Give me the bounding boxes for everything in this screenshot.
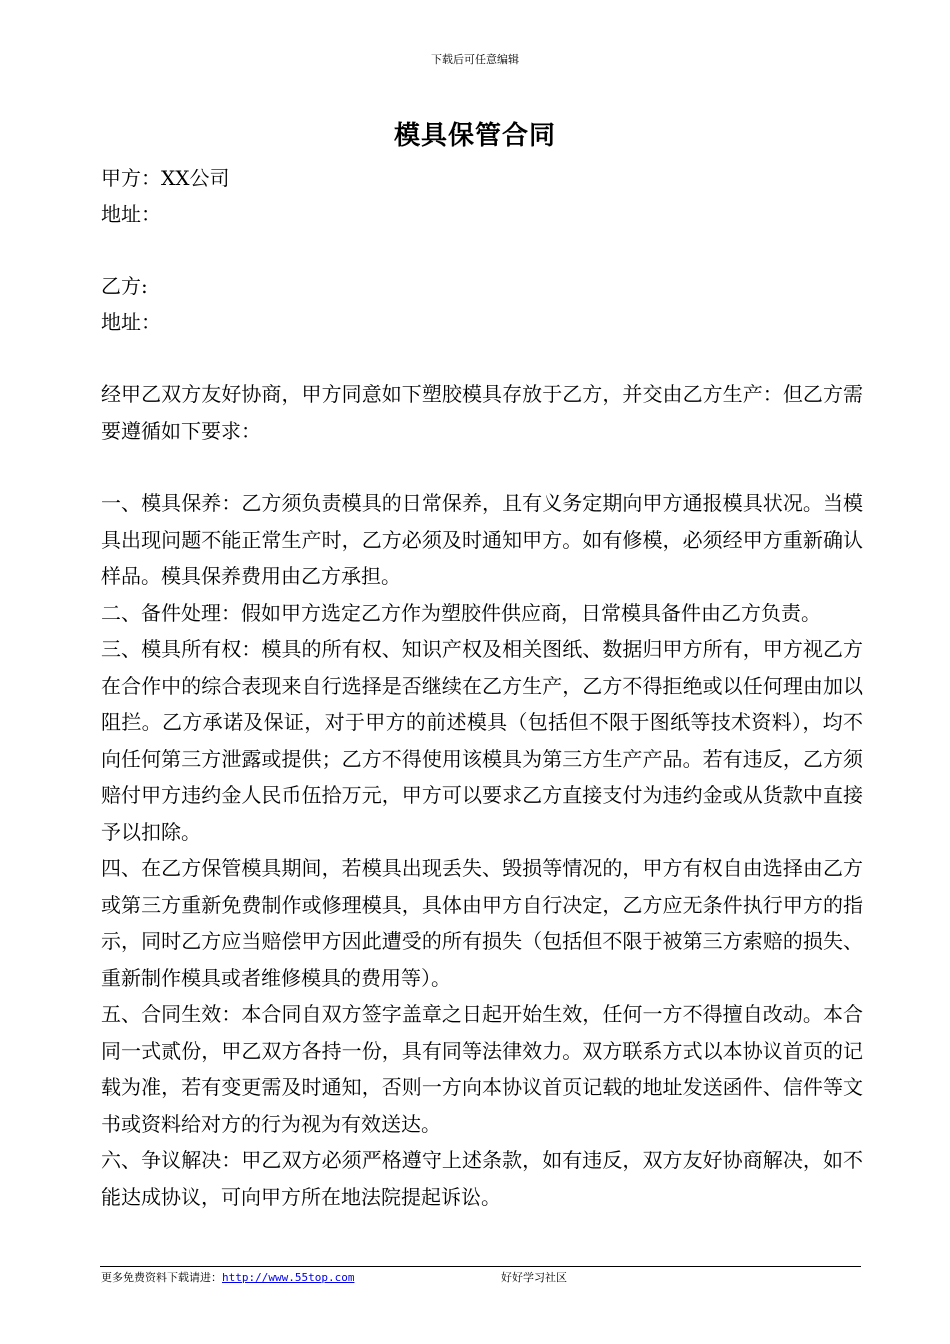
clause-6-dispute: 六、争议解决：甲乙双方必须严格遵守上述条款，如有违反，双方友好协商解决，如不能达成协议，可向甲方所在地法院提起诉讼。 [101, 1148, 863, 1209]
clauses-section [101, 485, 863, 1215]
clause-5-effectiveness: 五、合同生效：本合同自双方签字盖章之日起开始生效，任何一方不得擅自改动。本合同一式贰份，甲乙双方各持一份，具有同等法律效力。双方联系方式以本协议首页的记载为准，若有变更需及时通知，否则一方向本协议首页记载的地址发送函件、信件等文书或资料给对方的行为视为有效送达。 [101, 1002, 863, 1136]
intro-paragraph [101, 376, 863, 449]
footer-prefix: 更多免费资料下载请进： [101, 1271, 222, 1284]
party-b-address: 地址： [101, 310, 161, 334]
footer-website-link[interactable]: http://www.55top.com [222, 1271, 355, 1284]
party-a-name: 甲方：XX公司 [101, 166, 230, 190]
header-note: 下载后可任意编辑 [431, 53, 519, 66]
party-b-name: 乙方: [101, 274, 148, 298]
footer-left [101, 1270, 354, 1286]
intro-text: 经甲乙双方友好协商，甲方同意如下塑胶模具存放于乙方，并交由乙方生产：但乙方需要遵循如下要求： [101, 382, 863, 443]
clause-3-ownership: 三、模具所有权：模具的所有权、知识产权及相关图纸、数据归甲方所有，甲方视乙方在合作中的综合表现来自行选择是否继续在乙方生产，乙方不得拒绝或以任何理由加以阻拦。乙方承诺及保证，对于甲方的前述模具（包括但不限于图纸等技术资料），均不向任何第三方泄露或提供；乙方不得使用该模具为第三方生产产品。若有违反，乙方须赔付甲方违约金人民币伍拾万元，甲方可以要求乙方直接支付为违约金或从货款中直接予以扣除。 [101, 637, 863, 844]
clause-2-spare-parts: 二、备件处理：假如甲方选定乙方作为塑胶件供应商，日常模具备件由乙方负责。 [101, 600, 821, 625]
clause-1-maintenance: 一、模具保养：乙方须负责模具的日常保养，且有义务定期向甲方通报模具状况。当模具出现问题不能正常生产时，乙方必须及时通知甲方。如有修模，必须经甲方重新确认样品。模具保养费用由乙方承担。 [101, 491, 863, 588]
footer-divider [100, 1266, 861, 1267]
party-a-address: 地址： [101, 202, 161, 226]
footer-community-label: 好好学习社区 [501, 1271, 567, 1284]
document-title: 模具保管合同 [393, 121, 556, 151]
clause-4-loss-damage: 四、在乙方保管模具期间，若模具出现丢失、毁损等情况的，甲方有权自由选择由乙方或第三方重新免费制作或修理模具，具体由甲方自行决定，乙方应无条件执行甲方的指示，同时乙方应当赔偿甲方因此遭受的所有损失（包括但不限于被第三方索赔的损失、重新制作模具或者维修模具的费用等）。 [101, 856, 863, 990]
